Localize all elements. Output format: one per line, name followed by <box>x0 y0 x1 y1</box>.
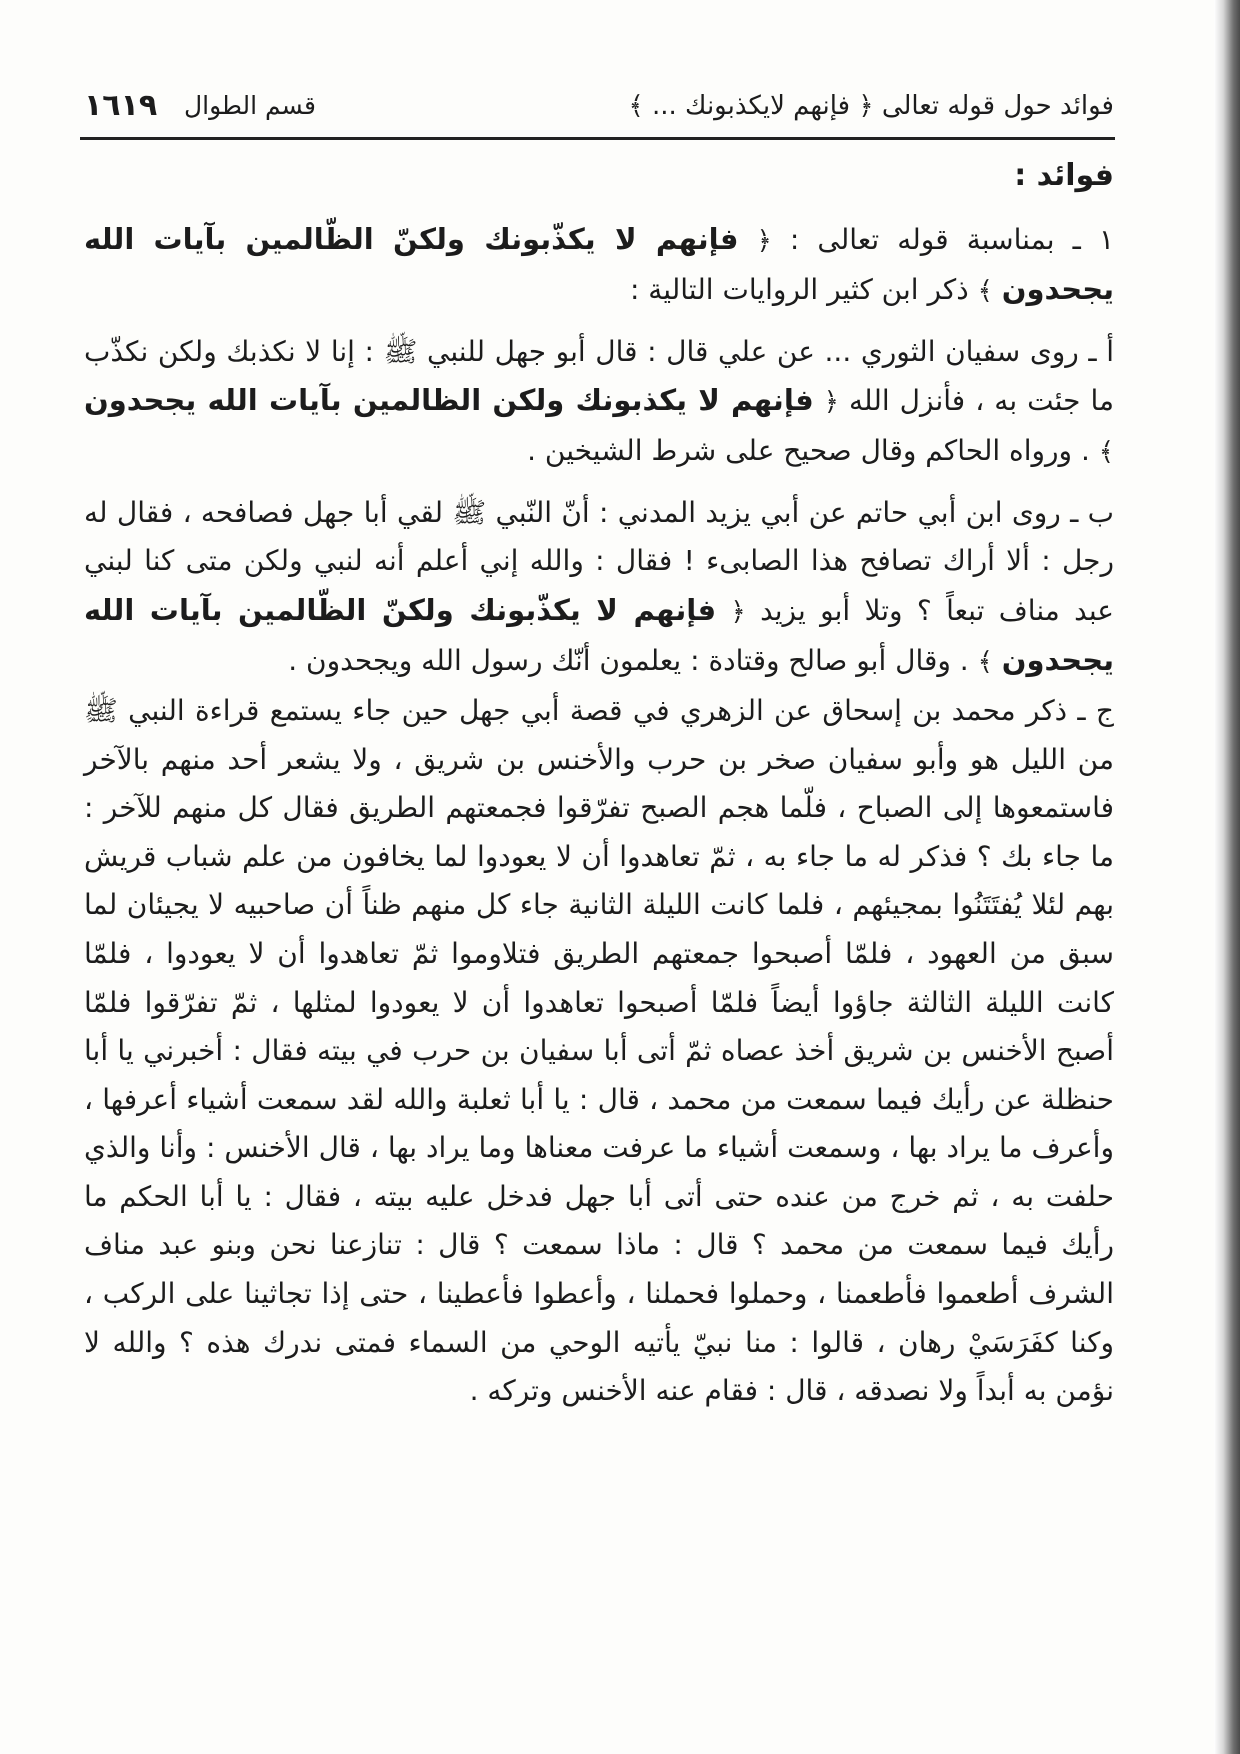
paragraph-4: ج ـ ذكر محمد بن إسحاق عن الزهري في قصة أبي جهل حين جاء يستمع قراءة النبي ﷺ من الليل هو وأبو سفيان صخر بن حرب والأخنس بن شريق ، ولا يشعر أحد منهم بالآخر فاستمعوها إلى الصباح ، فلّما هجم الصبح تفرّقوا فجمعتهم الطريق فقال كل منهم للآخر : ما جاء بك ؟ فذكر له ما جاء به ، ثمّ تعاهدوا أن لا يعودوا لما يخافون من علم شباب قريش بهم لئلا يُفتَتَنُوا بمجيئهم ، فلما كانت الليلة الثانية جاء كل منهم ظناً أن صاحبيه لا يجيئان لما سبق من العهود ، فلمّا أصبحوا جمعتهم الطريق فتلاوموا ثمّ تعاهدوا أن لا يعودوا ، فلمّا كانت الليلة الثالثة جاؤوا أيضاً فلمّا أصبحوا تعاهدوا أن لا يعودوا لمثلها ، ثمّ تفرّقوا فلمّا أصبح الأخنس بن شريق أخذ عصاه ثمّ أتى أبا سفيان بن حرب في بيته فقال : أخبرني يا أبا حنظلة عن رأيك فيما سمعت من محمد ، قال : يا أبا ثعلبة والله لقد سمعت أشياء أعرفها ، وأعرف ما يراد بها ، وسمعت أشياء ما عرفت معناها وما يراد بها ، قال الأخنس : وأنا والذي حلفت به ، ثم خرج من عنده حتى أتى أبا جهل فدخل عليه بيته ، فقال : يا أبا الحكم ما رأيك فيما سمعت من محمد ؟ قال : ماذا سمعت ؟ قال : تنازعنا نحن وبنو عبد مناف الشرف أطعموا فأطعمنا ، وحملوا فحملنا ، وأعطوا فأعطينا ، حتى إذا تجاثينا على الركب ، وكنا كفَرَسَيْ رهان ، قالوا : منا نبيّ يأتيه الوحي من السماء فمتى ندرك هذه ؟ والله لا نؤمن به أبداً ولا نصدقه ، قال : فقام عنه الأخنس وتركه . <box>84 693 1114 1408</box>
quran-bracket-close: ﴾ <box>977 647 993 678</box>
quran-bracket-open: ﴿ <box>730 596 746 627</box>
quran-bracket-close: ﴾ <box>977 276 993 307</box>
quran-verse: فإنهم لا يكذبونك ولكن الظالمين بآيات الله يجحدون <box>84 383 814 418</box>
paragraph-1-tail: ذكر ابن كثير الروايات التالية : <box>629 273 969 307</box>
paragraph-3-lead: ب ـ روى ابن أبي حاتم عن أبي يزيد المدني : أنّ النّبي ﷺ لقي أبا جهل فصافحه ، فقال له رجل : ألا أراك تصافح هذا الصابىء ! فقال : والله إني أعلم أنه لنبي ولكن متى كنا لبني عبد مناف تبعاً ؟ وتلا أبو يزيد <box>84 495 1114 627</box>
quran-verse: فإنهم لا يكذّبونك ولكنّ الظّالمين بآيات الله يجحدون <box>84 592 1114 678</box>
paragraph-2-tail: . ورواه الحاكم وقال صحيح على شرط الشيخين . <box>527 433 1090 467</box>
paragraph-2-lead: أ ـ روى سفيان الثوري ... عن علي قال : قال أبو جهل للنبي ﷺ : إنا لا نكذبك ولكن نكذّب ما جئت به ، فأنزل الله <box>84 334 1114 418</box>
quran-bracket-open: ﴿ <box>823 387 839 418</box>
page-body <box>84 152 1114 1416</box>
section-heading: فوائد : <box>1014 158 1114 193</box>
quran-bracket-open: ﴿ <box>756 225 772 256</box>
running-header-title: فوائد حول قوله تعالى ﴿ فإنهم لايكذبونك ... ﴾ <box>628 91 1114 121</box>
paragraph-3 <box>84 489 1114 687</box>
running-header <box>84 86 1114 126</box>
paragraph-1-lead: ١ ـ بمناسبة قوله تعالى : <box>789 222 1114 256</box>
running-header-section: قسم الطوال <box>184 91 316 120</box>
paragraph-2 <box>84 328 1114 477</box>
page-number: ١٦١٩ <box>84 88 158 123</box>
quran-verse: فإنهم لا يكذّبونك ولكنّ الظّالمين بآيات الله يجحدون <box>84 221 1114 307</box>
paragraph-1 <box>84 215 1114 316</box>
quran-bracket-close: ﴾ <box>1098 436 1114 467</box>
header-divider <box>80 137 1115 140</box>
paragraph-3-tail: . وقال أبو صالح وقتادة : يعلمون أنّك رسول الله ويجحدون . <box>288 644 969 678</box>
page-edge-shadow <box>1214 0 1240 1754</box>
